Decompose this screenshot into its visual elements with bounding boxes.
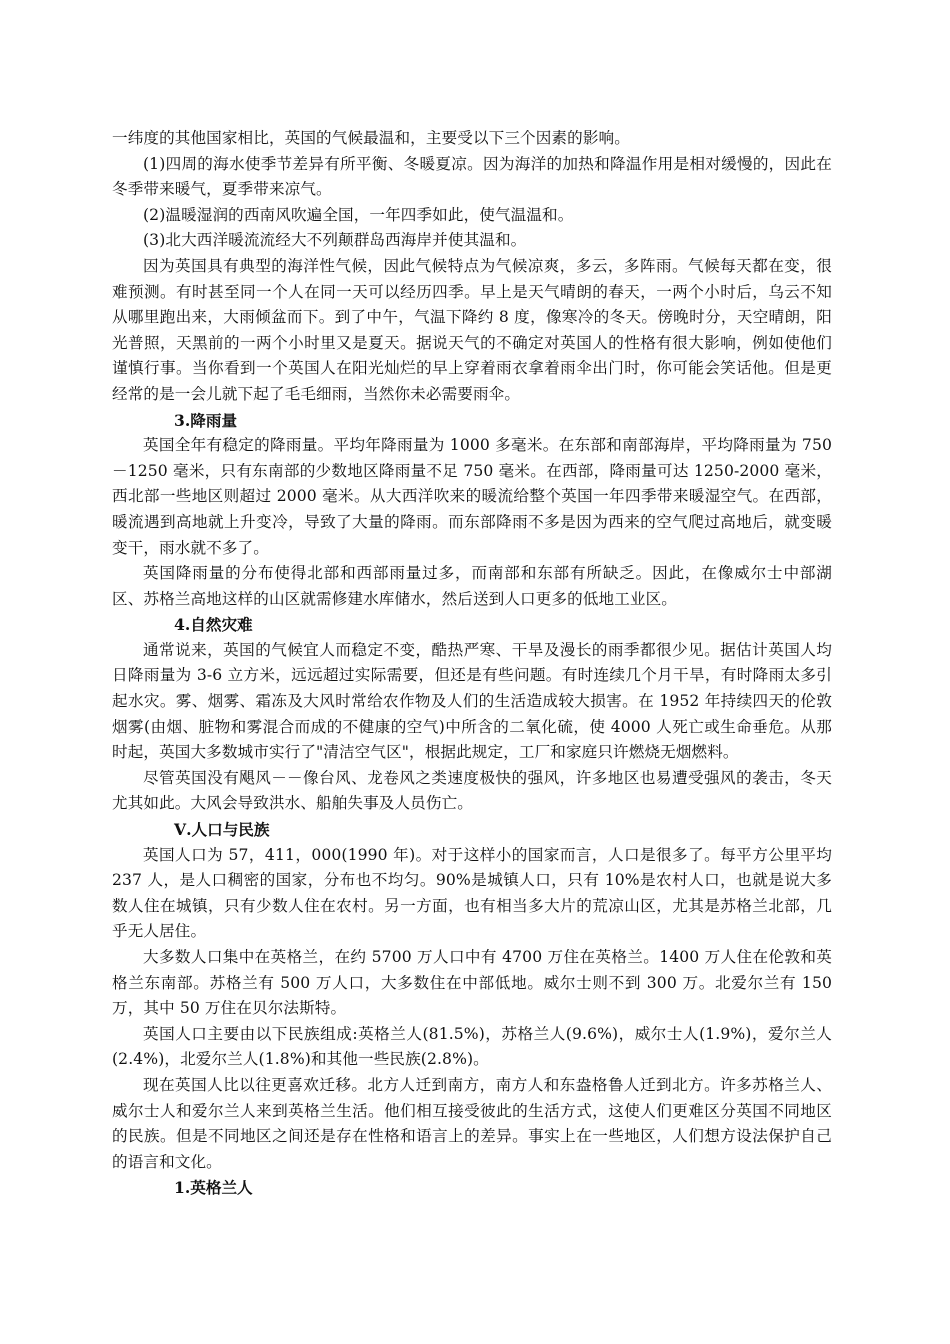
paragraph: 英国降雨量的分布使得北部和西部雨量过多，而南部和东部有所缺乏。因此，在像威尔士中部湖区、苏格兰高地这样的山区就需修建水库储水，然后送到人口更多的低地工业区。: [112, 564, 832, 608]
paragraph: 一纬度的其他国家相比，英国的气候最温和，主要受以下三个因素的影响。: [112, 129, 630, 147]
paragraph: (2)温暖湿润的西南风吹遍全国，一年四季如此，使气温温和。: [143, 205, 574, 224]
paragraph: (3)北大西洋暖流流经大不列颠群岛西海岸并使其温和。: [143, 231, 527, 250]
document-page: [112, 126, 832, 1201]
paragraph: 大多数人口集中在英格兰，在约 5700 万人口中有 4700 万住在英格兰。1400 万人住在伦敦和英格兰东南部。苏格兰有 500 万人口，大多数住在中部低地。威尔士则不到 300 万。北爱尔兰有 150 万，其中 50 万住在贝尔法斯特。: [112, 948, 832, 1018]
paragraph: 英国全年有稳定的降雨量。平均年降雨量为 1000 多毫米。在东部和南部海岸，平均降雨量为 750－1250 毫米，只有东南部的少数地区降雨量不足 750 毫米。在西部，降雨量可达 1250-2000 毫米，西北部一些地区则超过 2000 毫米。从大西洋吹来的暖流给整个英国一年四季带来暖湿空气。在西部，暖流遇到高地就上升变冷，导致了大量的降雨。而东部降雨不多是因为西来的空气爬过高地后，就变暖变干，雨水就不多了。: [112, 436, 832, 557]
paragraph: 英国人口主要由以下民族组成:英格兰人(81.5%)，苏格兰人(9.6%)，威尔士人(1.9%)，爱尔兰人(2.4%)，北爱尔兰人(1.8%)和其他一些民族(2.8%)。: [112, 1024, 832, 1069]
paragraph: 现在英国人比以往更喜欢迁移。北方人迁到南方，南方人和东盎格鲁人迁到北方。许多苏格兰人、威尔士人和爱尔兰人来到英格兰生活。他们相互接受彼此的生活方式，这使人们更难区分英国不同地区的民族。但是不同地区之间还是存在性格和语言上的差异。事实上在一些地区，人们想方设法保护自己的语言和文化。: [112, 1075, 832, 1171]
paragraph: 因为英国具有典型的海洋性气候，因此气候特点为气候凉爽，多云，多阵雨。气候每天都在变，很难预测。有时甚至同一个人在同一天可以经历四季。早上是天气晴朗的春天，一两个小时后，乌云不知从哪里跑出来，大雨倾盆而下。到了中午，气温下降约 8 度，像寒冷的冬天。傍晚时分，天空晴朗，阳光普照，天黑前的一两个小时里又是夏天。据说天气的不确定对英国人的性格有很大影响，例如使他们谨慎行事。当你看到一个英国人在阳光灿烂的早上穿着雨衣拿着雨伞出门时，你可能会笑话他。但是更经常的是一会儿就下起了毛毛细雨，当然你未必需要雨伞。: [112, 256, 832, 403]
section-heading: 4.自然灾难: [174, 615, 253, 635]
paragraph: 尽管英国没有飓风－－像台风、龙卷风之类速度极快的强风，许多地区也易遭受强风的袭击，冬天尤其如此。大风会导致洪水、船舶失事及人员伤亡。: [112, 768, 832, 813]
paragraph: (1)四周的海水使季节差异有所平衡、冬暖夏凉。因为海洋的加热和降温作用是相对缓慢的，因此在冬季带来暖气，夏季带来凉气。: [112, 154, 832, 199]
paragraph: 通常说来，英国的气候宜人而稳定不变，酷热严寒、干旱及漫长的雨季都很少见。据估计英国人均日降雨量为 3-6 立方米，远远超过实际需要，但还是有些问题。有时连续几个月干旱，有时降雨太多引起水灾。雾、烟雾、霜冻及大风时常给农作物及人们的生活造成较大损害。在 1952 年持续四天的伦敦烟雾(由烟、脏物和雾混合而成的不健康的空气)中所含的二氧化硫，使 4000 人死亡或生命垂危。从那时起，英国大多数城市实行了"清洁空气区"，根据此规定，工厂和家庭只许燃烧无烟燃料。: [112, 640, 832, 762]
paragraph: 英国人口为 57，411，000(1990 年)。对于这样小的国家而言，人口是很多了。每平方公里平均 237 人，是人口稠密的国家，分布也不均匀。90%是城镇人口，只有 10%是农村人口，也就是说大多数人住在城镇，只有少数人住在农村。另一方面，也有相当多大片的荒凉山区，尤其是苏格兰北部，几乎无人居住。: [112, 845, 832, 941]
section-heading: 3.降雨量: [174, 410, 238, 430]
section-heading: 1.英格兰人: [174, 1178, 253, 1198]
section-heading: Ⅴ.人口与民族: [174, 820, 270, 840]
